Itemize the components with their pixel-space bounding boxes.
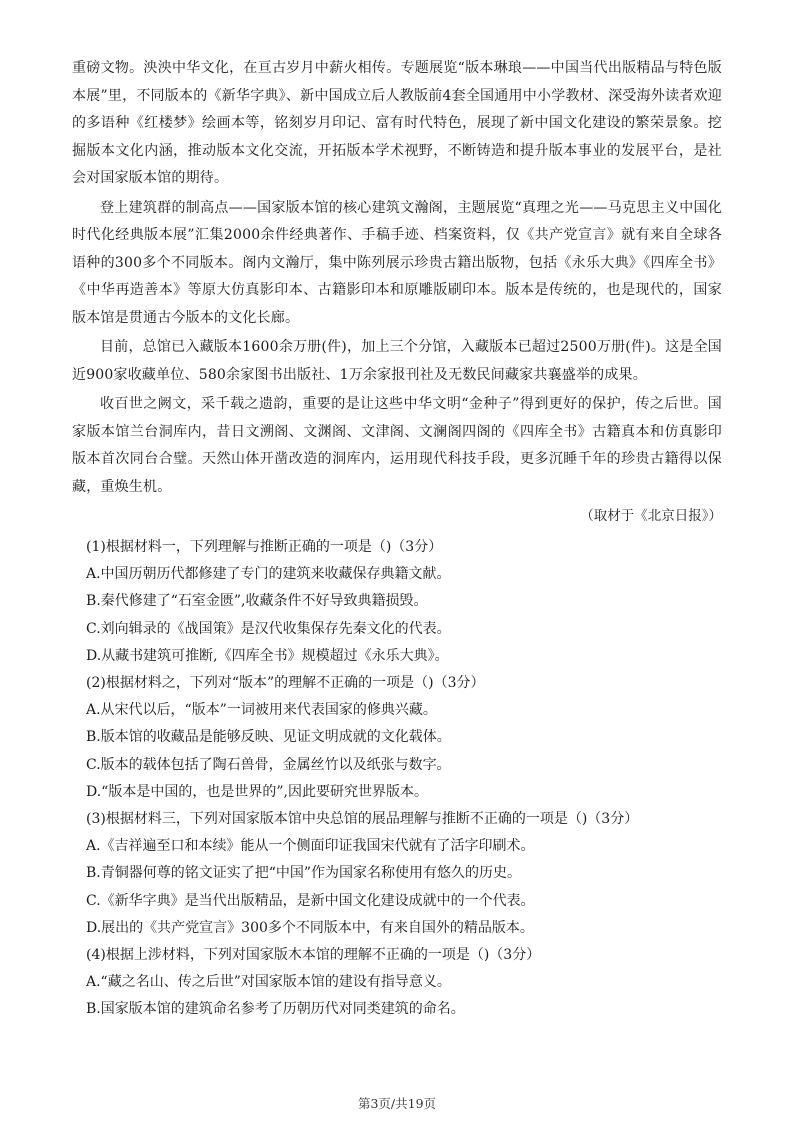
page-number: 第3页/共19页 bbox=[357, 1096, 437, 1111]
paragraph: 重磅文物。泱泱中华文化，在亘古岁月中薪火相传。专题展览“版本琳琅——中国当代出版精品与特色版本展”里，不同版本的《新华字典》、新中国成立后人教版前4套全国通用中小学教材、深受海外读者欢迎的多语种《红楼梦》绘画本等，铭刻岁月印记、富有时代特色，展现了新中国文化建设的繁荣景象。挖掘版本文化内涵，推动版本文化交流，开拓版本学术视野，不断铸造和提升版本事业的发展平台，是社会对国家版本馆的期待。 bbox=[72, 60, 722, 186]
option-c: C.刘向辑录的《战国策》是汉代收集保存先秦文化的代表。 bbox=[86, 620, 451, 637]
question-stem: (4)根据上涉材料，下列对国家版木本馆的理解不正确的一项是（)（3分） bbox=[86, 947, 541, 964]
option-d: D.从藏书建筑可推断,《四库全书》规模超过《永乐大典》。 bbox=[86, 647, 449, 664]
option-a: A.“藏之名山、传之后世”对国家版本馆的建设有指导意义。 bbox=[86, 974, 451, 991]
question-stem: (1)根据材料一，下列理解与推断正确的一项是（)（3分） bbox=[86, 539, 443, 555]
question-1 bbox=[72, 534, 722, 670]
option-a: A.《吉祥遍至口和本续》能从一个侧面印证我国宋代就有了活字印刷术。 bbox=[86, 838, 535, 855]
paragraph: 目前，总馆已入藏版本1600余万册(件)，加上三个分馆，入藏版本已超过2500万册(件)。这是全国近900家收藏单位、580余家图书出版社、1万余家报刊社及无数民间藏家共襄盛举的成果。 bbox=[72, 339, 722, 383]
option-c: C.《新华字典》是当代出版精品，是新中国文化建设成就中的一个代表。 bbox=[86, 892, 535, 909]
option-b: B.青铜器何尊的铭文证实了把“中国”作为国家名称使用有悠久的历史。 bbox=[86, 865, 522, 882]
option-d: D.展出的《共产党宣言》300多个不同版本中，有来自国外的精品版本。 bbox=[86, 919, 534, 936]
article-body bbox=[72, 55, 722, 501]
option-c: C.版本的载体包括了陶石兽骨，金属丝竹以及纸张与数字。 bbox=[86, 756, 451, 773]
option-a: A.从宋代以后，“版本”一词被用来代表国家的修典兴藏。 bbox=[86, 702, 437, 719]
document-page bbox=[72, 55, 722, 1024]
source-citation: （取材于《北京日报》） bbox=[580, 508, 722, 524]
paragraph: 登上建筑群的制高点——国家版本馆的核心建筑文瀚阁，主题展览“真理之光——马克思主义中国化时代化经典版本展”汇集2000余件经典著作、手稿手迹、档案资料，仅《共产党宣言》就有来自全球各语种的300多个不同版本。阁内文瀚厅，集中陈列展示珍贵古籍出版物，包括《永乐大典》《四库全书》《中华再造善本》等原大仿真影印本、古籍影印本和原雕版刷印本。版本是传统的，也是现代的，国家版本馆是贯通古今版本的文化长廊。 bbox=[72, 199, 722, 326]
option-b: B.版本馆的收藏品是能够反映、见证文明成就的文化载体。 bbox=[86, 729, 451, 746]
question-stem: (3)根据材料三，下列对国家版本馆中央总馆的展品理解与推断不正确的一项是（)（3分） bbox=[86, 811, 639, 828]
question-stem: (2)根据材料之，下列对“版本”的理解不正确的一项是（)（3分） bbox=[86, 675, 485, 692]
option-a: A.中国历朝历代都修建了专门的建筑来收藏保存典籍文献。 bbox=[86, 566, 451, 583]
paragraph: 收百世之阙文，采千载之遗韵，重要的是让这些中华文明“金种子”得到更好的保护，传之后世。国家版本馆兰台洞库内，昔日文溯阁、文渊阁、文津阁、文澜阁四阁的《四库全书》古籍真本和仿真影印版本首次同台合璧。天然山体开凿改造的洞库内，运用现代科技手段，更多沉睡千年的珍贵古籍得以保藏，重焕生机。 bbox=[72, 396, 722, 495]
question-4 bbox=[72, 942, 722, 1024]
option-d: D.“版本是中国的，也是世界的”,因此要研究世界版本。 bbox=[86, 783, 428, 800]
question-3 bbox=[72, 806, 722, 942]
questions-section bbox=[72, 534, 722, 1024]
option-b: B.国家版本馆的建筑命名参考了历朝历代对同类建筑的命名。 bbox=[86, 1001, 465, 1018]
question-2 bbox=[72, 670, 722, 806]
option-b: B.秦代修建了“石室金匮”,收藏条件不好导致典籍损毁。 bbox=[86, 593, 428, 610]
